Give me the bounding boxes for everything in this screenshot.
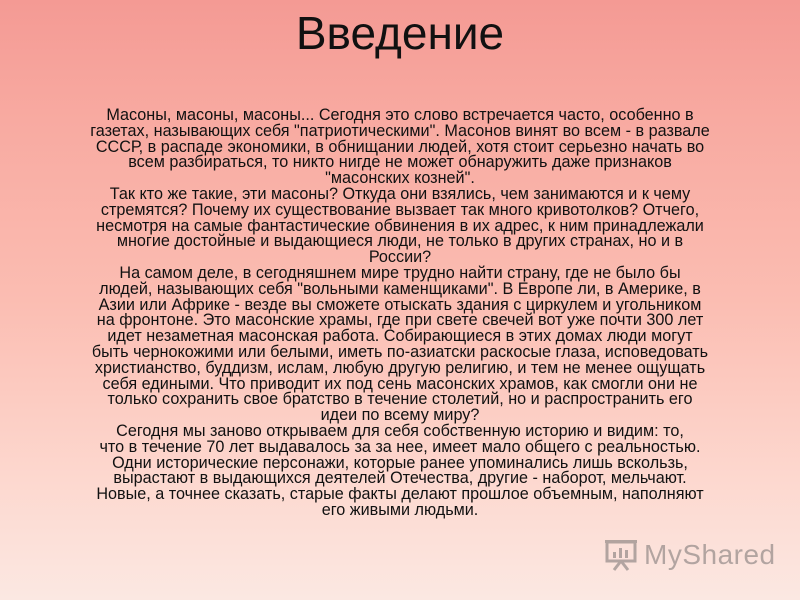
slide-title: Введение xyxy=(295,7,505,59)
text-line: несмотря на самые фантастические обвинения в их адрес, к ним принадлежали xyxy=(96,216,704,235)
text-line: только сохранить свое братство в течение столетий, но и распространить его xyxy=(107,390,693,409)
text-line: Так кто же такие, эти масоны? Откуда они взялись, чем занимаются и к чему xyxy=(109,184,691,203)
myshared-watermark xyxy=(604,537,776,573)
text-line: идет незаметная масонская работа. Собирающиеся в этих домах люди могут xyxy=(107,327,693,346)
text-line: многие достойные и выдающиеся люди, не только в других странах, но и в xyxy=(116,232,684,251)
text-line: СССР, в распаде экономики, в обнищании людей, хотя стоит серьезно начать во xyxy=(95,137,705,156)
text-line: всем разбираться, то никто нигде не может обнаружить даже признаков xyxy=(128,153,672,172)
text-line: России? xyxy=(368,248,432,267)
text-line: на фронтоне. Это масонские храмы, где при свете свечей вот уже почти 300 лет xyxy=(96,311,704,330)
slide-body-text xyxy=(54,108,746,519)
text-line: На самом деле, в сегодняшнем мире трудно найти страну, где не было бы xyxy=(119,263,681,282)
text-line: себя едиными. Что приводит их под сень масонских храмов, как смогли они не xyxy=(102,374,698,393)
text-line: христианство, буддизм, ислам, любую другую религию, и тем не менее ощущать xyxy=(94,358,706,377)
text-line: Масоны, масоны, масоны... Сегодня это слово встречается часто, особенно в xyxy=(106,106,694,124)
text-line: вырастают в выдающихся деятелей Отечества, другие - наборот, мельчают. xyxy=(113,469,687,488)
text-line: "масонских козней". xyxy=(325,169,475,188)
text-line: стремятся? Почему их существование вызвает так много кривотолков? Отчего, xyxy=(100,200,700,219)
presentation-board-icon xyxy=(604,538,640,572)
text-line: его живыми людьми. xyxy=(321,500,479,519)
text-line: идеи по всему миру? xyxy=(320,406,480,425)
text-line: людей, называющих себя "вольными каменщиками". В Европе ли, в Америке, в xyxy=(99,279,701,298)
text-line: что в течение 70 лет выдавалось за за нее, имеет мало общего с реальностью. xyxy=(99,437,701,456)
text-line: газетах, называющих себя "патриотическими". Масонов винят во всем - в развале xyxy=(90,121,710,140)
watermark-text: MyShared xyxy=(644,539,776,570)
text-line: Азии или Африке - везде вы сможете отыскать здания с циркулем и угольником xyxy=(98,295,702,314)
text-line: быть чернокожими или белыми, иметь по-азиатски раскосые глаза, исповедовать xyxy=(91,342,709,361)
text-line: Одни исторические персонажи, которые ранее упоминались лишь вскользь, xyxy=(112,453,688,472)
text-line: Сегодня мы заново открываем для себя собственную историю и видим: то, xyxy=(116,421,684,440)
text-line: Новые, а точнее сказать, старые факты делают прошлое объемным, наполняют xyxy=(96,485,704,504)
